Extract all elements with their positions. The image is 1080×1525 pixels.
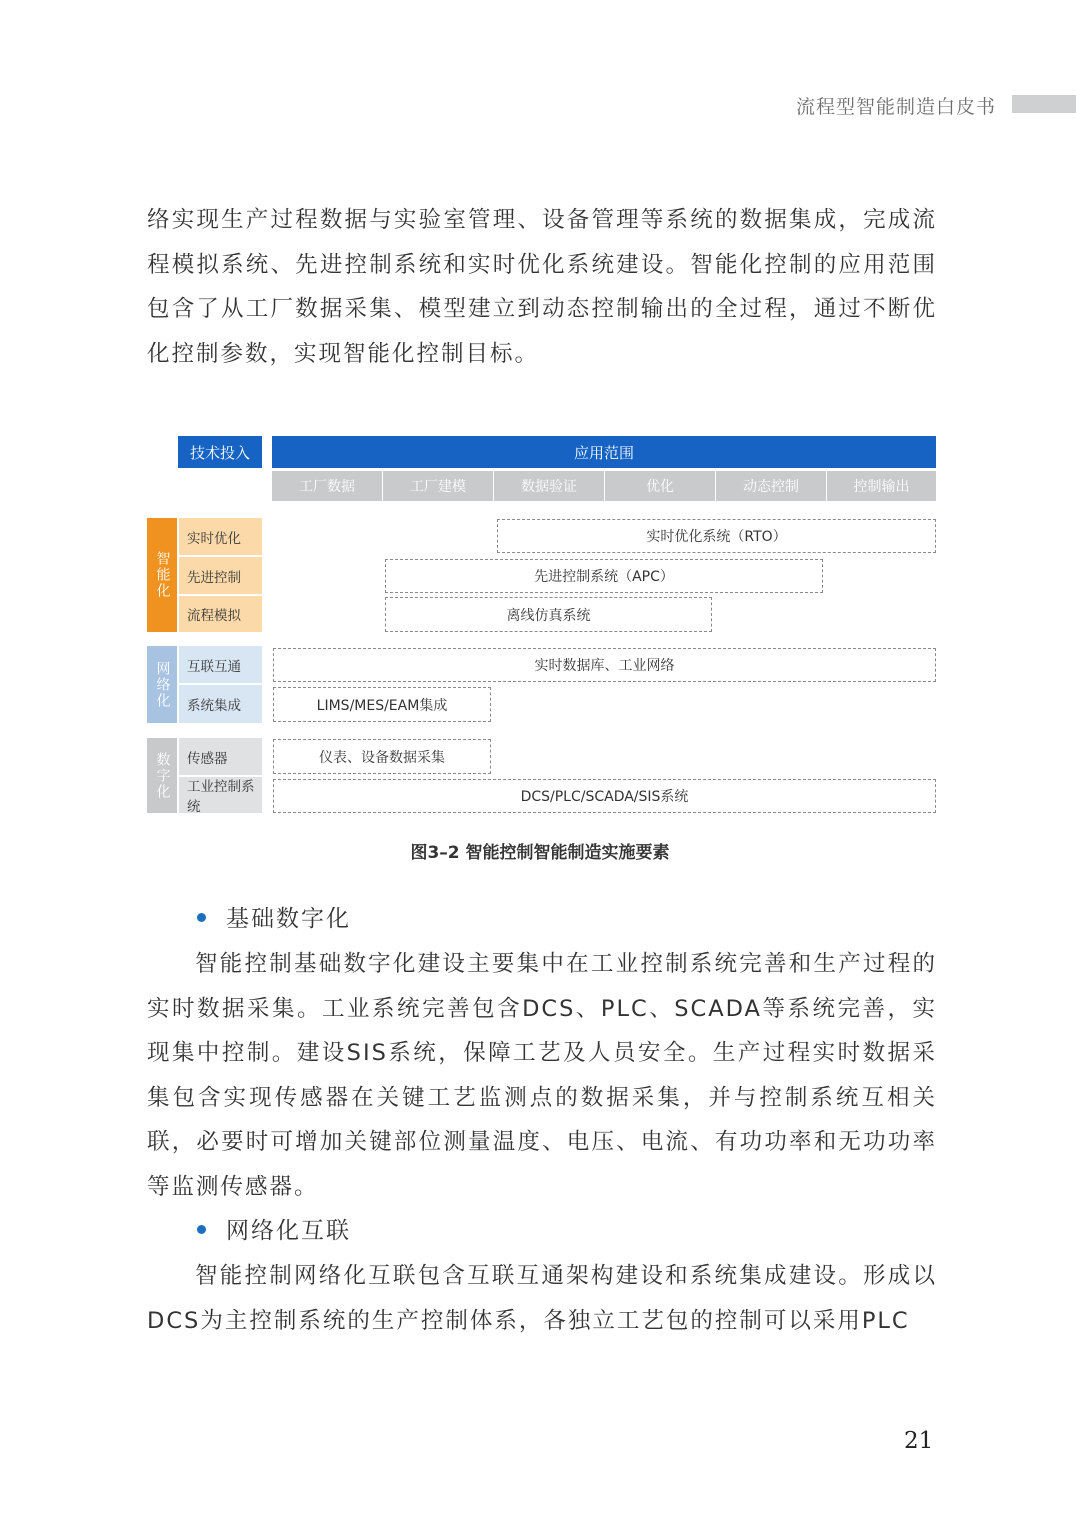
bullet-text: 网络化互联	[226, 1218, 351, 1244]
row-label-apc: 先进控制	[179, 557, 262, 594]
row-label-sensor: 传感器	[179, 738, 262, 775]
bullet-dot-icon	[197, 1225, 206, 1234]
system-realtime-db: 实时数据库、工业网络	[273, 648, 936, 682]
stage-data-validation: 数据验证	[494, 471, 604, 501]
bullet-network-interconnect	[197, 1216, 351, 1246]
figure-caption: 图3–2 智能控制智能制造实施要素	[410, 843, 670, 863]
category-network-label: 网络化	[154, 660, 171, 709]
row-label-rto: 实时优化	[179, 518, 262, 555]
row-label-integration: 系统集成	[179, 685, 262, 723]
header-decoration-bar	[1012, 95, 1076, 113]
stage-dynamic-control: 动态控制	[716, 471, 826, 501]
stage-control-output: 控制输出	[827, 471, 936, 501]
bullet-text: 基础数字化	[226, 906, 351, 932]
system-instrument-data: 仪表、设备数据采集	[273, 739, 491, 774]
system-apc: 先进控制系统（APC）	[385, 559, 823, 593]
system-offline-simulation: 离线仿真系统	[385, 597, 712, 632]
bullet-basic-digitalization	[197, 904, 351, 934]
paragraph-networking: 智能控制网络化互联包含互联互通架构建设和系统集成建设。形成以DCS为主控制系统的生产控制体系，各独立工艺包的控制可以采用PLC	[147, 1263, 937, 1334]
paragraph-digitalization: 智能控制基础数字化建设主要集中在工业控制系统完善和生产过程的实时数据采集。工业系统完善包含DCS、PLC、SCADA等系统完善，实现集中控制。建设SIS系统，保障工艺及人员安全。生产过程实时数据采集包含实现传感器在关键工艺监测点的数据采集，并与控制系统互相关联，必要时可增加关键部位测量温度、电压、电流、有功功率和无功功率等监测传感器。	[147, 951, 937, 1200]
page-number: 21	[904, 1428, 934, 1454]
system-rto: 实时优化系统（RTO）	[497, 519, 936, 553]
system-lims-mes-eam: LIMS/MES/EAM集成	[273, 687, 491, 722]
stage-optimization: 优化	[605, 471, 715, 501]
category-network	[147, 646, 177, 723]
paragraph-intro: 络实现生产过程数据与实验室管理、设备管理等系统的数据集成，完成流程模拟系统、先进控制系统和实时优化系统建设。智能化控制的应用范围包含了从工厂数据采集、模型建立到动态控制输出的全过程，通过不断优化控制参数，实现智能化控制目标。	[147, 207, 937, 367]
category-smart-label: 智能化	[154, 551, 171, 599]
system-dcs-plc: DCS/PLC/SCADA/SIS系统	[273, 779, 936, 813]
stage-plant-data: 工厂数据	[272, 471, 382, 501]
category-digital	[147, 738, 177, 813]
category-smart	[147, 518, 177, 632]
tech-input-header: 技术投入	[178, 436, 262, 468]
stage-plant-modeling: 工厂建模	[383, 471, 493, 501]
row-label-simulation: 流程模拟	[179, 596, 262, 632]
row-label-interconnect: 互联互通	[179, 646, 262, 683]
category-digital-label: 数字化	[154, 751, 171, 800]
row-label-ics: 工业控制系统	[179, 777, 262, 813]
running-header-title: 流程型智能制造白皮书	[796, 96, 997, 118]
bullet-dot-icon	[197, 913, 206, 922]
application-scope-header: 应用范围	[272, 436, 936, 468]
